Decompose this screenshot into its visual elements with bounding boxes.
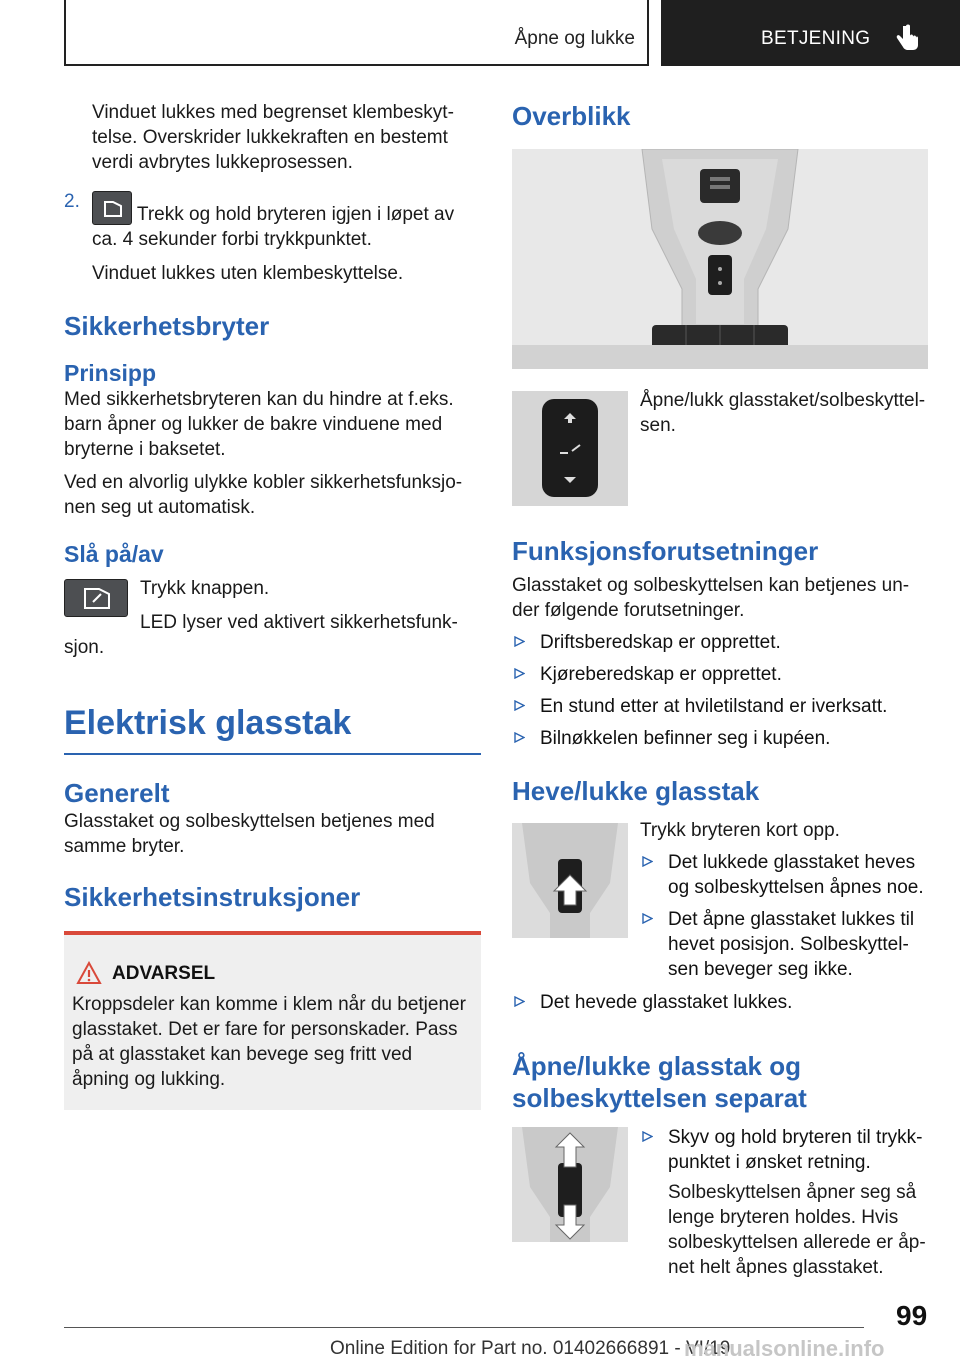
paragraph-led-line2: sjon. [64, 637, 105, 658]
heading-generelt: Generelt [64, 778, 170, 808]
paragraph-auto-disconnect: Ved en alvorlig ulykke kobler sikkerhetsfunksjo-nen seg ut automatisk. [64, 472, 463, 518]
heading-sla-pa-av: Slå på/av [64, 541, 164, 567]
bullet-triangle-icon [514, 636, 525, 647]
watermark: manualsonline.info [684, 1336, 885, 1361]
warning-title [72, 963, 473, 985]
heading-rule [64, 753, 481, 755]
right-column [512, 100, 928, 132]
bullet-triangle-icon [642, 856, 653, 867]
list-item: Det hevede glasstaket lukkes. [512, 990, 928, 1015]
list-item: Det lukkede glasstaket heves og solbeskyttelsen åpnes noe. [640, 850, 928, 900]
step-2-text: Trekk og hold bryteren igjen i løpet av ca. 4 sekunder forbi trykkpunktet. [92, 204, 455, 250]
heading-prinsipp: Prinsipp [64, 360, 157, 386]
bullet-triangle-icon [642, 913, 653, 924]
page-number: 99 [896, 1300, 928, 1331]
step-2 [64, 191, 481, 252]
paragraph-led-line1: LED lyser ved aktivert sikkerhetsfunk- [140, 612, 458, 633]
list-item: Skyv og hold bryteren til trykk-punktet i ønsket retning. [640, 1125, 928, 1175]
paragraph-sunshade: Solbeskyttelsen åpner seg så lenge bryteren holdes. Hvis solbeskyttelsen allerede er åp-net helt åpnes glasstaket. [668, 1182, 926, 1278]
bullet-triangle-icon [514, 996, 525, 1007]
paragraph-limited-protection: Vinduet lukkes med begrenset klembeskyt-telse. Overskrider lukkekraften en bestemt verdi avbrytes lukkeprosessen. [92, 102, 454, 173]
heading-elektrisk-glasstak: Elektrisk glasstak [64, 704, 352, 742]
raise-list [640, 850, 928, 982]
paragraph-generelt: Glasstaket og solbeskyttelsen betjenes med samme bryter. [64, 811, 435, 857]
header-chapter-box [661, 0, 960, 66]
hand-pointer-icon [895, 24, 921, 52]
roof-switch-image [512, 391, 628, 506]
roof-console-image [512, 149, 928, 369]
footer-rule [64, 1327, 864, 1328]
heading-sikkerhetsbryter: Sikkerhetsbryter [64, 311, 270, 341]
list-item: Bilnøkkelen befinner seg i kupéen. [512, 726, 928, 751]
step-number: 2. [64, 191, 80, 212]
list-item: Det åpne glasstaket lukkes til hevet posisjon. Solbeskyttel-sen beveger seg ikke. [640, 907, 928, 982]
paragraph-prinsipp: Med sikkerhetsbryteren kan du hindre at f.eks. barn åpner og lukker de bakre vinduene med bryterne i baksetet. [64, 389, 454, 460]
heading-heve-lukke: Heve/lukke glasstak [512, 776, 760, 806]
safety-switch-icon [64, 579, 128, 617]
left-column [64, 100, 481, 1110]
list-item: En stund etter at hviletilstand er iverksatt. [512, 694, 928, 719]
warning-text: Kroppsdeler kan komme i klem når du betjener glasstaket. Det er fare for personskader. Pass på at glasstaket kan bevege seg fritt ved åpning og lukking. [72, 994, 466, 1090]
heading-sikkerhetsinstruksjoner: Sikkerhetsinstruksjoner [64, 882, 361, 912]
warning-box [64, 931, 481, 1110]
bullet-triangle-icon [642, 1131, 653, 1142]
list-item: Kjøreberedskap er opprettet. [512, 662, 928, 687]
paragraph-press-button: Trykk knappen. [140, 578, 270, 599]
heading-funksjonsforutsetninger: Funksjonsforutsetninger [512, 536, 819, 566]
header-section-title: Åpne og lukke [514, 28, 635, 49]
warning-title-text: ADVARSEL [112, 963, 216, 984]
raise-switch-image [512, 823, 628, 938]
separate-switch-image [512, 1127, 628, 1242]
bullet-triangle-icon [514, 668, 525, 679]
paragraph-no-protection: Vinduet lukkes uten klembeskyttelse. [92, 263, 404, 284]
header-chapter-title: BETJENING [761, 28, 871, 49]
window-switch-icon [92, 191, 132, 225]
header-section-box [64, 0, 649, 66]
warning-triangle-icon [76, 961, 102, 985]
heading-overblikk: Overblikk [512, 101, 631, 131]
bullet-triangle-icon [514, 700, 525, 711]
footer-edition: Online Edition for Part no. 01402666891 - VI/19 [330, 1338, 731, 1359]
heading-separat: Åpne/lukke glasstak og solbeskyttelsen separat [512, 1051, 807, 1113]
paragraph-press-up: Trykk bryteren kort opp. [640, 820, 840, 841]
caption-switch: Åpne/lukk glasstaket/solbeskyttel-sen. [640, 390, 926, 436]
bullet-triangle-icon [514, 732, 525, 743]
paragraph-conditions: Glasstaket og solbeskyttelsen kan betjenes un-der følgende forutsetninger. [512, 575, 910, 621]
conditions-list [512, 630, 928, 751]
list-item: Driftsberedskap er opprettet. [512, 630, 928, 655]
safety-switch-row [64, 576, 481, 636]
